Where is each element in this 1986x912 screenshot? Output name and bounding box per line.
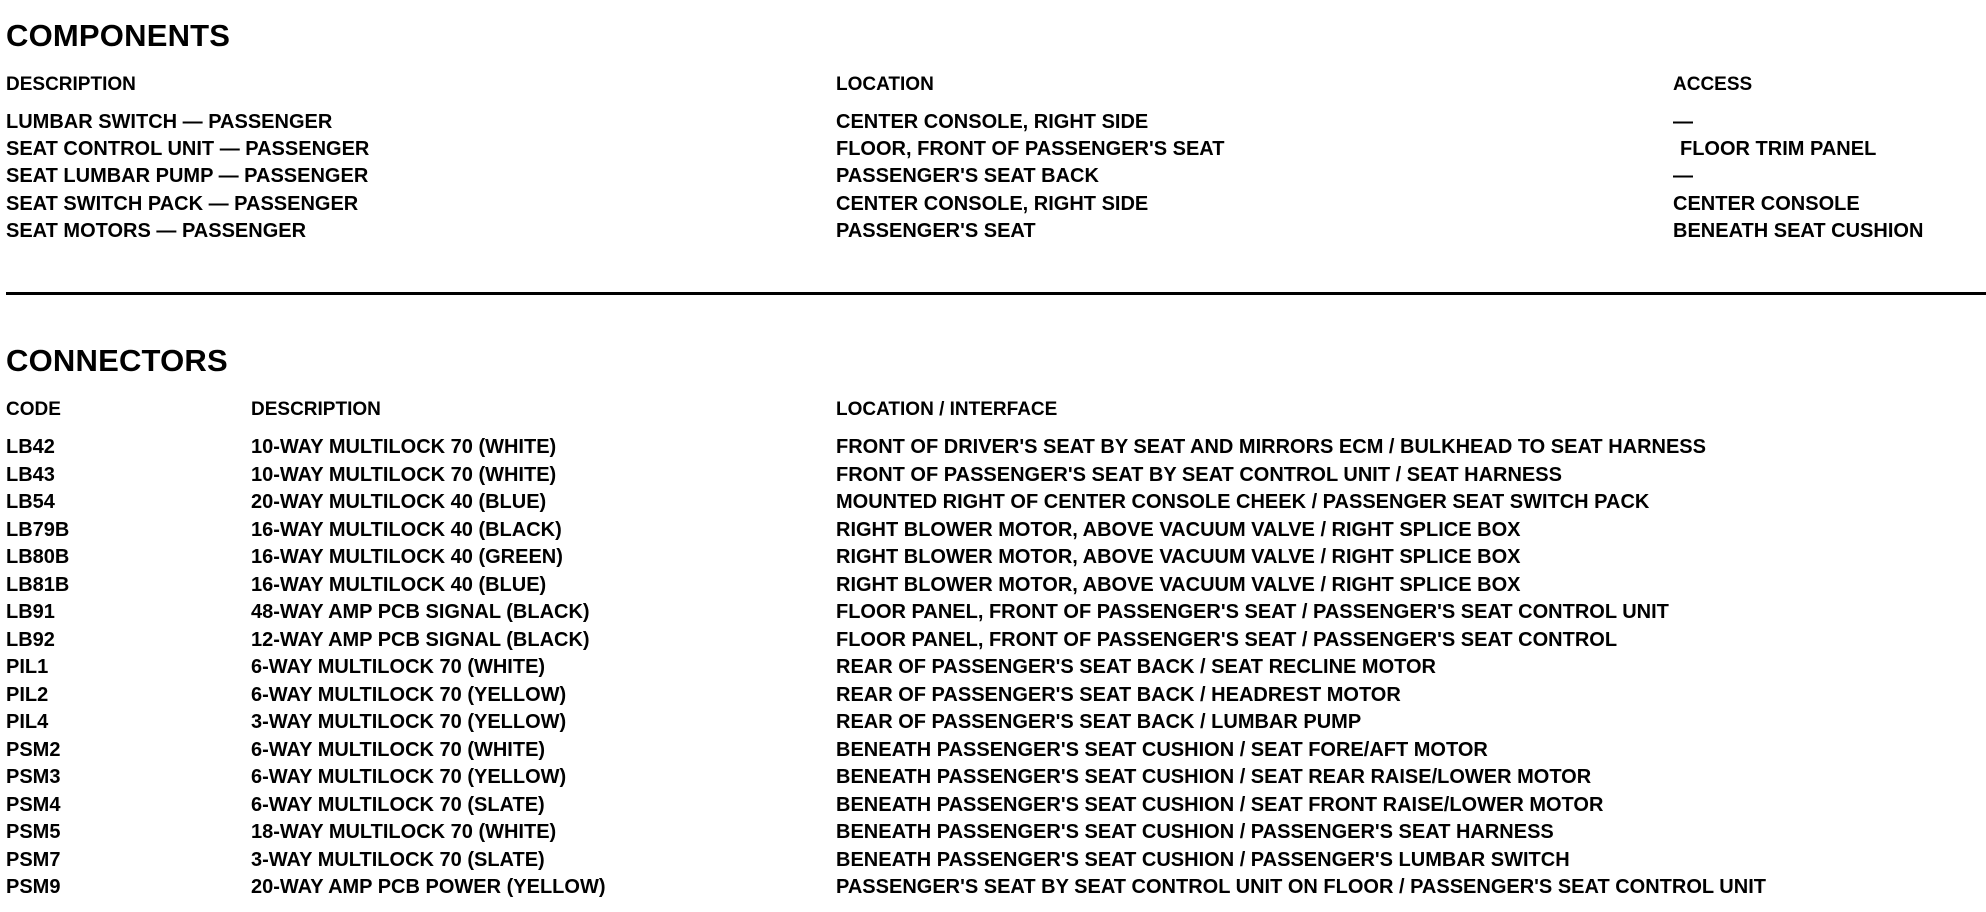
connector-location: FRONT OF PASSENGER'S SEAT BY SEAT CONTROL UNIT / SEAT HARNESS: [836, 464, 1562, 486]
connector-code: LB92: [6, 629, 55, 651]
component-location: PASSENGER'S SEAT: [836, 220, 1036, 242]
connector-location: BENEATH PASSENGER'S SEAT CUSHION / PASSENGER'S SEAT HARNESS: [836, 821, 1554, 843]
component-location: PASSENGER'S SEAT BACK: [836, 165, 1099, 187]
connector-code: PSM5: [6, 821, 61, 843]
connector-description: 16-WAY MULTILOCK 40 (BLACK): [251, 519, 562, 541]
component-description: SEAT MOTORS — PASSENGER: [6, 220, 307, 242]
component-description: SEAT CONTROL UNIT — PASSENGER: [6, 138, 370, 160]
connector-location: BENEATH PASSENGER'S SEAT CUSHION / SEAT FORE/AFT MOTOR: [836, 739, 1488, 761]
connector-code: PSM7: [6, 849, 61, 871]
component-description: SEAT SWITCH PACK — PASSENGER: [6, 193, 359, 215]
connector-location: BENEATH PASSENGER'S SEAT CUSHION / PASSENGER'S LUMBAR SWITCH: [836, 849, 1570, 871]
connector-location: MOUNTED RIGHT OF CENTER CONSOLE CHEEK / PASSENGER SEAT SWITCH PACK: [836, 491, 1650, 513]
connector-code: PSM2: [6, 739, 61, 761]
connector-location: FRONT OF DRIVER'S SEAT BY SEAT AND MIRRORS ECM / BULKHEAD TO SEAT HARNESS: [836, 436, 1706, 458]
connector-description: 16-WAY MULTILOCK 40 (GREEN): [251, 546, 563, 568]
components-header-location: LOCATION: [836, 74, 934, 95]
component-access: —: [1673, 111, 1693, 133]
connector-code: LB91: [6, 601, 55, 623]
connector-code: PIL4: [6, 711, 49, 733]
connector-description: 10-WAY MULTILOCK 70 (WHITE): [251, 436, 557, 458]
connector-code: PSM9: [6, 876, 61, 898]
component-access: FLOOR TRIM PANEL: [1680, 138, 1877, 160]
connector-location: RIGHT BLOWER MOTOR, ABOVE VACUUM VALVE / RIGHT SPLICE BOX: [836, 546, 1521, 568]
connector-code: PSM4: [6, 794, 61, 816]
connector-description: 20-WAY MULTILOCK 40 (BLUE): [251, 491, 547, 513]
connector-code: PIL2: [6, 684, 49, 706]
component-description: SEAT LUMBAR PUMP — PASSENGER: [6, 165, 369, 187]
connector-location: REAR OF PASSENGER'S SEAT BACK / HEADREST MOTOR: [836, 684, 1401, 706]
connector-code: LB43: [6, 464, 55, 486]
connector-location: REAR OF PASSENGER'S SEAT BACK / LUMBAR PUMP: [836, 711, 1362, 733]
connector-code: PSM3: [6, 766, 61, 788]
connector-description: 6-WAY MULTILOCK 70 (YELLOW): [251, 766, 567, 788]
connector-location: REAR OF PASSENGER'S SEAT BACK / SEAT RECLINE MOTOR: [836, 656, 1436, 678]
connector-code: LB79B: [6, 519, 70, 541]
connector-code: LB80B: [6, 546, 70, 568]
connector-location: BENEATH PASSENGER'S SEAT CUSHION / SEAT REAR RAISE/LOWER MOTOR: [836, 766, 1592, 788]
connector-location: PASSENGER'S SEAT BY SEAT CONTROL UNIT ON FLOOR / PASSENGER'S SEAT CONTROL UNIT: [836, 876, 1766, 898]
connector-description: 6-WAY MULTILOCK 70 (YELLOW): [251, 684, 567, 706]
connector-description: 3-WAY MULTILOCK 70 (SLATE): [251, 849, 545, 871]
connector-code: LB42: [6, 436, 55, 458]
connector-location: FLOOR PANEL, FRONT OF PASSENGER'S SEAT / PASSENGER'S SEAT CONTROL: [836, 629, 1618, 651]
component-access: BENEATH SEAT CUSHION: [1673, 220, 1924, 242]
components-header-description: DESCRIPTION: [6, 74, 136, 95]
connector-description: 20-WAY AMP PCB POWER (YELLOW): [251, 876, 606, 898]
connector-description: 6-WAY MULTILOCK 70 (WHITE): [251, 739, 546, 761]
connectors-header-code: CODE: [6, 399, 61, 420]
component-access: —: [1673, 165, 1693, 187]
connector-description: 48-WAY AMP PCB SIGNAL (BLACK): [251, 601, 590, 623]
connector-description: 3-WAY MULTILOCK 70 (YELLOW): [251, 711, 567, 733]
connectors-header-description: DESCRIPTION: [251, 399, 381, 420]
connector-description: 18-WAY MULTILOCK 70 (WHITE): [251, 821, 557, 843]
component-location: CENTER CONSOLE, RIGHT SIDE: [836, 111, 1149, 133]
connector-location: FLOOR PANEL, FRONT OF PASSENGER'S SEAT / PASSENGER'S SEAT CONTROL UNIT: [836, 601, 1669, 623]
connector-location: BENEATH PASSENGER'S SEAT CUSHION / SEAT FRONT RAISE/LOWER MOTOR: [836, 794, 1604, 816]
connector-location: RIGHT BLOWER MOTOR, ABOVE VACUUM VALVE / RIGHT SPLICE BOX: [836, 574, 1521, 596]
component-location: CENTER CONSOLE, RIGHT SIDE: [836, 193, 1149, 215]
connectors-header-location: LOCATION / INTERFACE: [836, 399, 1058, 420]
connector-description: 10-WAY MULTILOCK 70 (WHITE): [251, 464, 557, 486]
component-access: CENTER CONSOLE: [1673, 193, 1860, 215]
component-description: LUMBAR SWITCH — PASSENGER: [6, 111, 333, 133]
connector-code: PIL1: [6, 656, 49, 678]
connector-code: LB54: [6, 491, 55, 513]
connector-description: 12-WAY AMP PCB SIGNAL (BLACK): [251, 629, 590, 651]
connector-description: 6-WAY MULTILOCK 70 (SLATE): [251, 794, 545, 816]
components-title: COMPONENTS: [6, 18, 231, 53]
section-divider: [6, 292, 1986, 295]
connectors-title: CONNECTORS: [6, 343, 228, 378]
connector-description: 16-WAY MULTILOCK 40 (BLUE): [251, 574, 547, 596]
components-header-access: ACCESS: [1673, 74, 1753, 95]
connector-location: RIGHT BLOWER MOTOR, ABOVE VACUUM VALVE / RIGHT SPLICE BOX: [836, 519, 1521, 541]
component-location: FLOOR, FRONT OF PASSENGER'S SEAT: [836, 138, 1225, 160]
connector-description: 6-WAY MULTILOCK 70 (WHITE): [251, 656, 546, 678]
connector-code: LB81B: [6, 574, 70, 596]
